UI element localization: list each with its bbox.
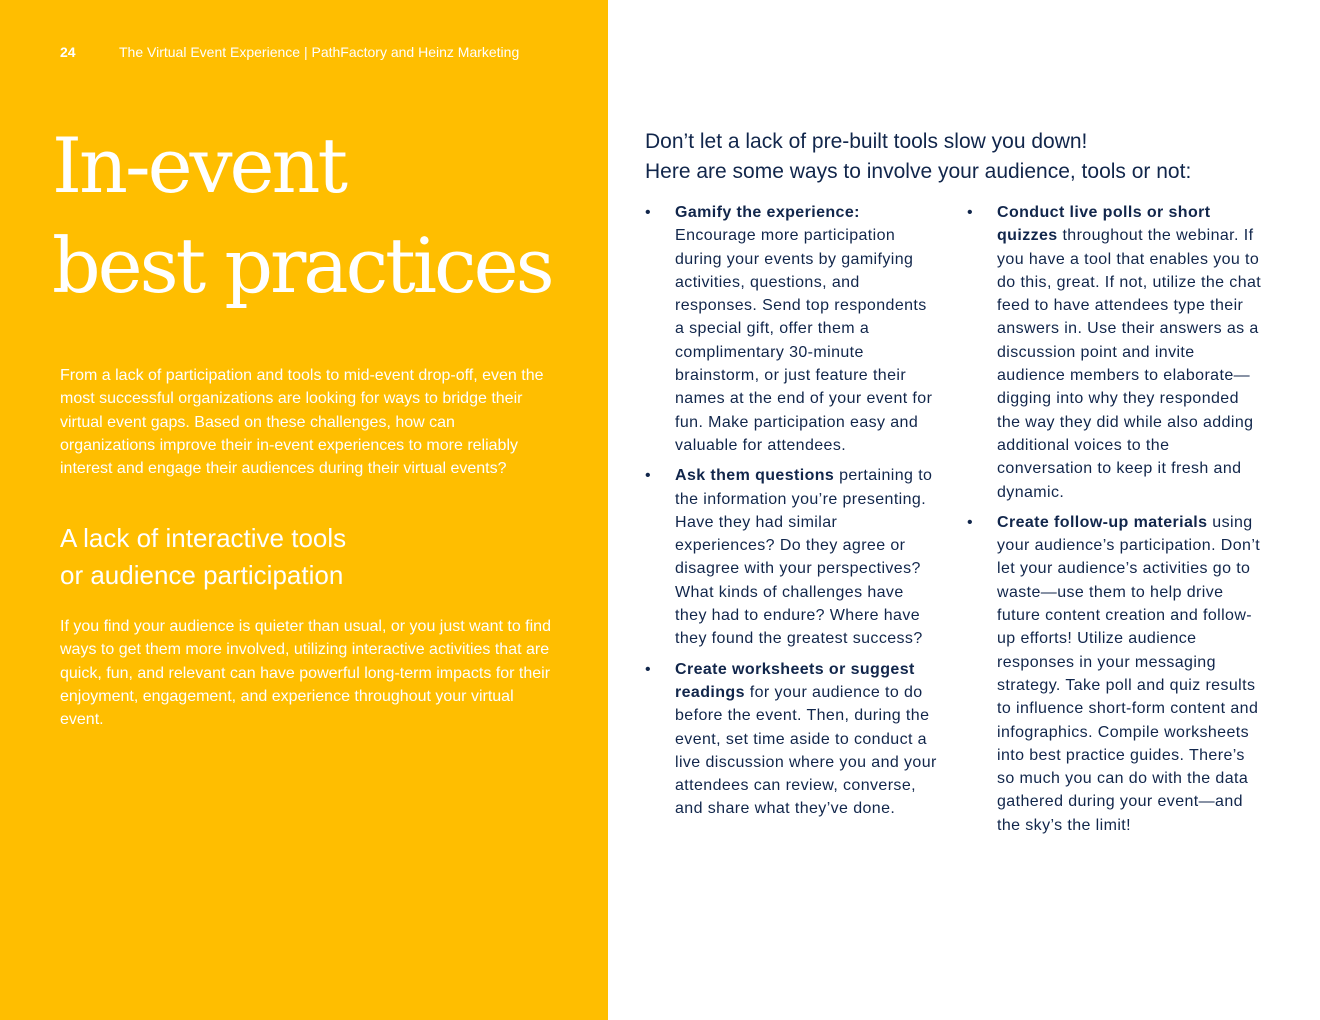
section-subheading-line-2: or audience participation xyxy=(60,560,344,590)
tip-body: pertaining to the information you’re presenting. Have they had similar experiences? Do they agree or disagree with your perspectives? What kinds of challenges have they had to endure? Where have they found the greatest success? xyxy=(675,467,933,648)
tips-heading-line-2: Here are some ways to involve your audience, tools or not: xyxy=(645,160,1192,183)
bullet-icon: • xyxy=(645,204,652,221)
tip-body: for your audience to do before the event. Then, during the event, set time aside to conduct a live discussion where you and your attendees can review, converse, and share what they’ve done. xyxy=(675,683,937,818)
running-header: The Virtual Event Experience | PathFactory and Heinz Marketing xyxy=(119,44,520,60)
bullet-icon: • xyxy=(645,467,652,485)
intro-paragraph: From a lack of participation and tools to mid-event drop-off, even the most successful organizations are looking for ways to bridge their virtual event gaps. Based on these challenges, how can organizations improve their in-event experiences to more reliably interest and engage their audiences during their virtual events? xyxy=(60,367,544,478)
tips-column-right xyxy=(967,201,1262,844)
yellow-panel xyxy=(0,0,608,1020)
tips-heading xyxy=(645,127,1191,187)
page-title-line-2: best practices xyxy=(52,221,552,310)
tip-item-polls xyxy=(967,201,1262,504)
tip-title: Create follow-up materials xyxy=(997,513,1208,531)
page-number: 24 xyxy=(60,44,76,60)
tips-column-left xyxy=(645,201,940,828)
tip-body: throughout the webinar. If you have a tool that enables you to do this, great. If not, utilize the chat feed to have attendees type their answers in. Use their answers as a discussion point and invite audience members to elaborate—digging into why they responded the way they did while also adding additional voices to the conversation to keep it fresh and dynamic. xyxy=(997,227,1262,501)
tips-heading-line-1: Don’t let a lack of pre-built tools slow you down! xyxy=(645,130,1088,153)
section-subheading xyxy=(60,520,346,594)
tip-item-worksheets xyxy=(645,658,940,821)
section-paragraph: If you find your audience is quieter than usual, or you just want to find ways to get them more involved, utilizing interactive activities that are quick, fun, and relevant can have powerful long-term impacts for their enjoyment, engagement, and experience throughout your virtual event. xyxy=(60,618,551,729)
section-subheading-line-1: A lack of interactive tools xyxy=(60,523,347,553)
tip-item-follow-up xyxy=(967,511,1262,837)
tip-item-questions xyxy=(645,464,940,650)
tip-body: Encourage more participation during your events by gamifying activities, questions, and responses. Send top respondents a special gift, offer them a complimentary 30-minute brainstorm, or just feature their names at the end of your event for fun. Make participation easy and valuable for attendees. xyxy=(675,227,933,454)
page-title xyxy=(52,116,552,316)
bullet-icon: • xyxy=(645,660,652,678)
tip-body: using your audience’s participation. Don’t let your audience’s activities go to waste—use them to help drive future content creation and follow-up efforts! Utilize audience responses in your messaging strategy. Take poll and quiz results to influence short-form content and infographics. Compile worksheets into best practice guides. There’s so much you can do with the data gathered during your event—and the sky’s the limit! xyxy=(997,513,1261,834)
tip-title: Ask them questions xyxy=(675,467,835,485)
bullet-icon: • xyxy=(967,513,974,531)
tip-title: Gamify the experience: xyxy=(675,204,860,221)
bullet-icon: • xyxy=(967,204,974,221)
tip-title: Create worksheets or suggest readings xyxy=(675,660,915,701)
tip-item-gamify xyxy=(645,201,940,457)
tip-title: Conduct live polls or short quizzes xyxy=(997,204,1211,245)
page-title-line-1: In-event xyxy=(52,121,346,210)
